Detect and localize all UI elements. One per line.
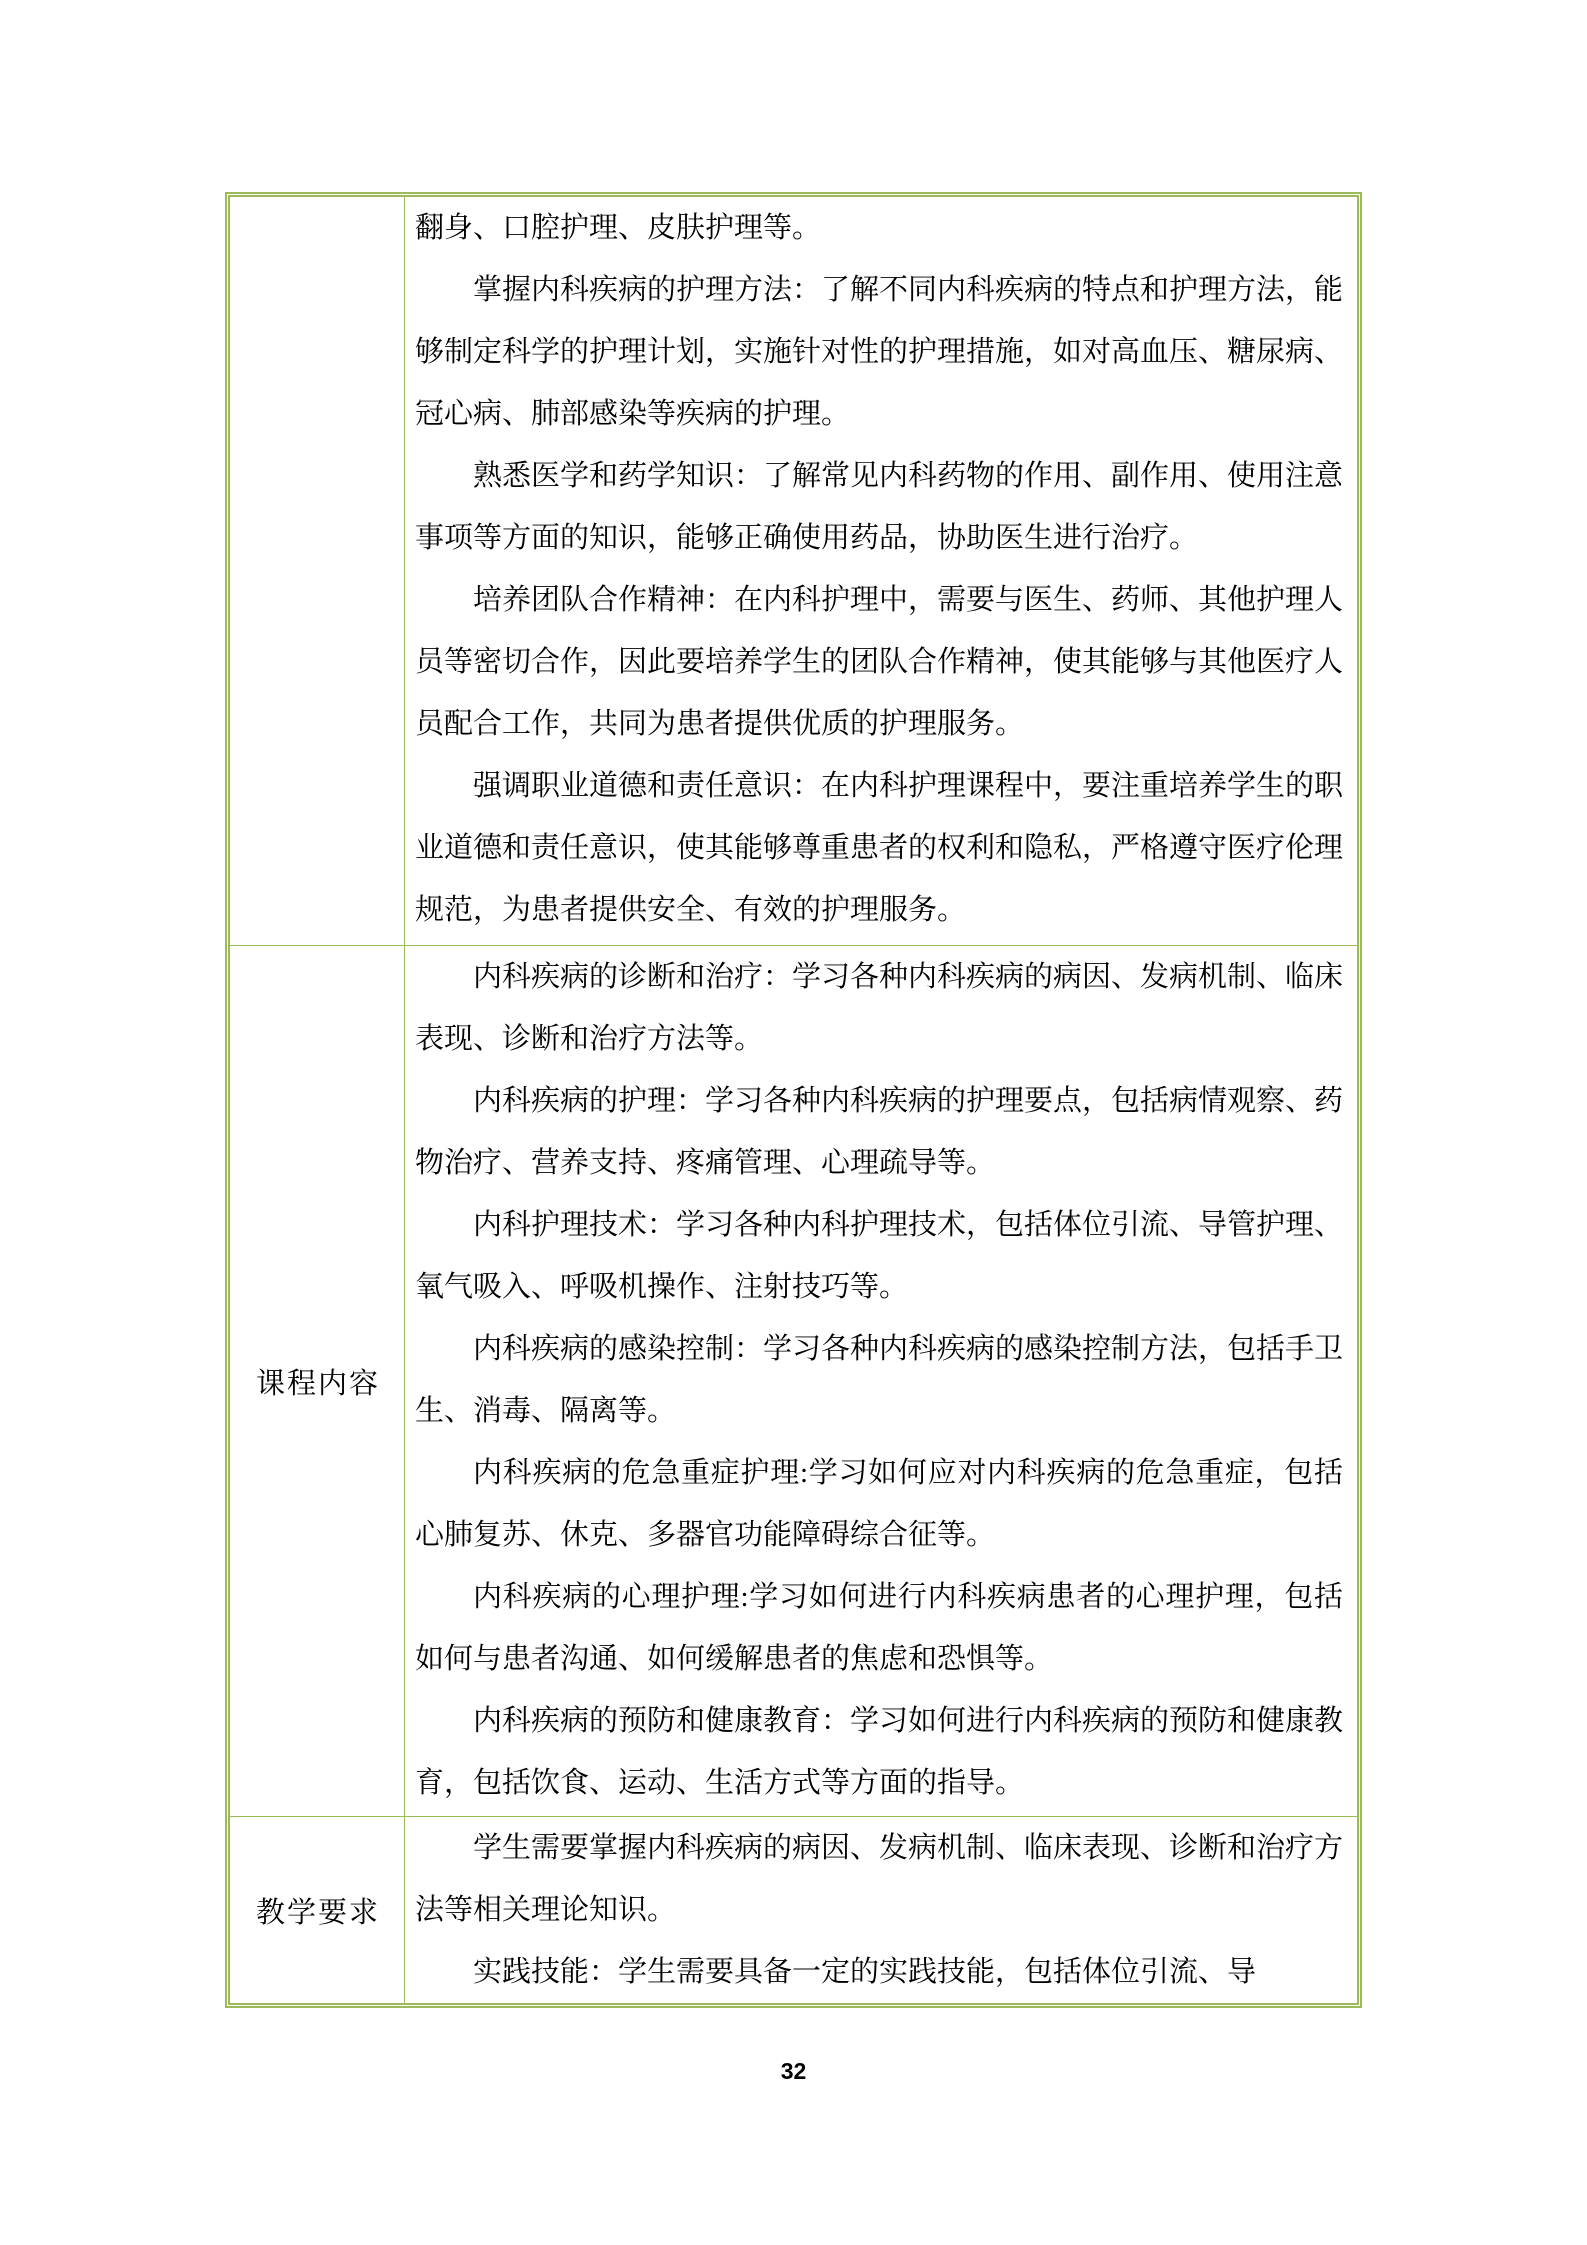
- paragraph: 掌握内科疾病的护理方法：了解不同内科疾病的特点和护理方法，能够制定科学的护理计划，实施针对性的护理措施，如对高血压、糖尿病、冠心病、肺部感染等疾病的护理。: [415, 274, 1344, 430]
- paragraph: 内科护理技术：学习各种内科护理技术，包括体位引流、导管护理、氧气吸入、呼吸机操作、注射技巧等。: [415, 1209, 1344, 1303]
- paragraph: 内科疾病的护理：学习各种内科疾病的护理要点，包括病情观察、药物治疗、营养支持、疼痛管理、心理疏导等。: [415, 1085, 1344, 1179]
- paragraph: 培养团队合作精神：在内科护理中，需要与医生、药师、其他护理人员等密切合作，因此要培养学生的团队合作精神，使其能够与其他医疗人员配合工作，共同为患者提供优质的护理服务。: [415, 584, 1344, 740]
- paragraph: 翻身、口腔护理、皮肤护理等。: [415, 212, 822, 244]
- paragraph: 内科疾病的诊断和治疗：学习各种内科疾病的病因、发病机制、临床表现、诊断和治疗方法等。: [415, 961, 1344, 1055]
- paragraph: 学生需要掌握内科疾病的病因、发病机制、临床表现、诊断和治疗方法等相关理论知识。: [415, 1832, 1344, 1926]
- paragraph: 熟悉医学和药学知识：了解常见内科药物的作用、副作用、使用注意事项等方面的知识，能够正确使用药品，协助医生进行治疗。: [415, 460, 1344, 554]
- table-row-label-course-content: 课程内容: [230, 945, 405, 1816]
- paragraph: 实践技能：学生需要具备一定的实践技能，包括体位引流、导: [473, 1956, 1257, 1988]
- paragraph: 强调职业道德和责任意识：在内科护理课程中，要注重培养学生的职业道德和责任意识，使其能够尊重患者的权利和隐私，严格遵守医疗伦理规范，为患者提供安全、有效的护理服务。: [415, 770, 1344, 926]
- paragraph: 内科疾病的感染控制：学习各种内科疾病的感染控制方法，包括手卫生、消毒、隔离等。: [415, 1333, 1344, 1427]
- table-cell-teaching-requirements: [405, 1816, 1357, 2003]
- curriculum-table: [225, 192, 1362, 2008]
- paragraph: 内科疾病的预防和健康教育：学习如何进行内科疾病的预防和健康教育，包括饮食、运动、生活方式等方面的指导。: [415, 1705, 1344, 1799]
- table-cell-course-content: [405, 945, 1357, 1816]
- paragraph: 内科疾病的心理护理:学习如何进行内科疾病患者的心理护理，包括如何与患者沟通、如何缓解患者的焦虑和恐惧等。: [415, 1581, 1343, 1675]
- paragraph: 内科疾病的危急重症护理:学习如何应对内科疾病的危急重症，包括心肺复苏、休克、多器官功能障碍综合征等。: [415, 1457, 1343, 1551]
- table-row-label-teaching-requirements: 教学要求: [230, 1816, 405, 2003]
- table-row-label-continued: [230, 197, 405, 945]
- page-number: 32: [780, 2058, 807, 2084]
- table-cell-objectives-content: [405, 197, 1357, 945]
